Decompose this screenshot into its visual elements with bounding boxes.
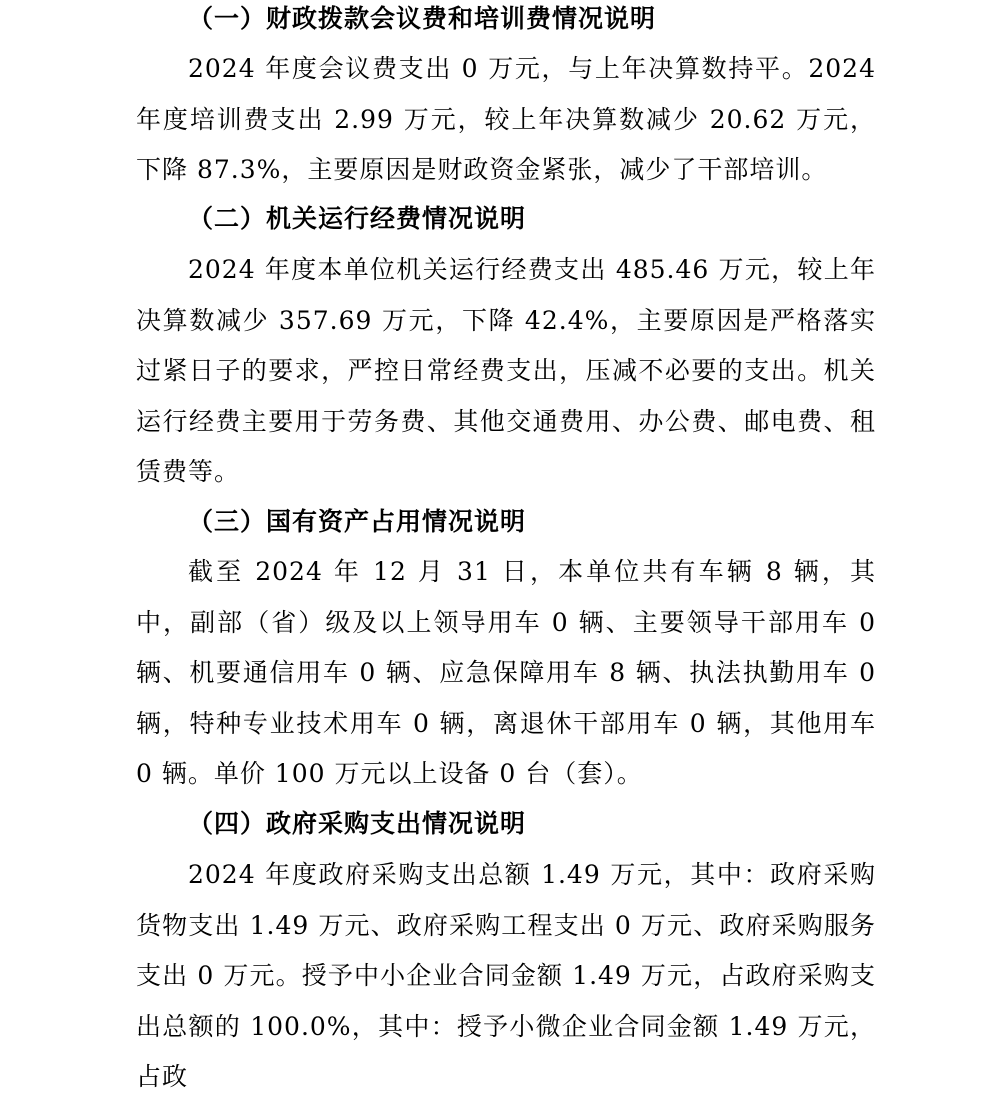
section-body-procurement: 2024 年度政府采购支出总额 1.49 万元，其中：政府采购货物支出 1.49 万元、政府采购工程支出 0 万元、政府采购服务支出 0 万元。授予中小企业合同金额 1.49 万元，占政府采购支出总额的 100.0%，其中：授予小微企业合同金额 1.49 万元，占政 bbox=[136, 860, 876, 1091]
section-body-state-assets: 截至 2024 年 12 月 31 日，本单位共有车辆 8 辆，其中，副部（省）级及以上领导用车 0 辆、主要领导干部用车 0 辆、机要通信用车 0 辆、应急保障用车 8 辆、执法执勤用车 0 辆，特种专业技术用车 0 辆，离退休干部用车 0 辆，其他用车 0 辆。单价 100 万元以上设备 0 台（套）。 bbox=[136, 557, 876, 788]
section-body-meeting-training: 2024 年度会议费支出 0 万元，与上年决算数持平。2024 年度培训费支出 2.99 万元，较上年决算数减少 20.62 万元，下降 87.3%，主要原因是财政资金紧张，减少了干部培训。 bbox=[136, 54, 876, 184]
section-heading-operating-expenses: （二）机关运行经费情况说明 bbox=[188, 204, 527, 233]
section-body-operating-expenses: 2024 年度本单位机关运行经费支出 485.46 万元，较上年决算数减少 357.69 万元，下降 42.4%，主要原因是严格落实过紧日子的要求，严控日常经费支出，压减不必要的支出。机关运行经费主要用于劳务费、其他交通费用、办公费、邮电费、租赁费等。 bbox=[136, 255, 876, 486]
section-heading-state-assets: （三）国有资产占用情况说明 bbox=[188, 507, 527, 536]
section-heading-procurement: （四）政府采购支出情况说明 bbox=[188, 809, 527, 838]
section-heading-meeting-training: （一）财政拨款会议费和培训费情况说明 bbox=[188, 4, 657, 33]
